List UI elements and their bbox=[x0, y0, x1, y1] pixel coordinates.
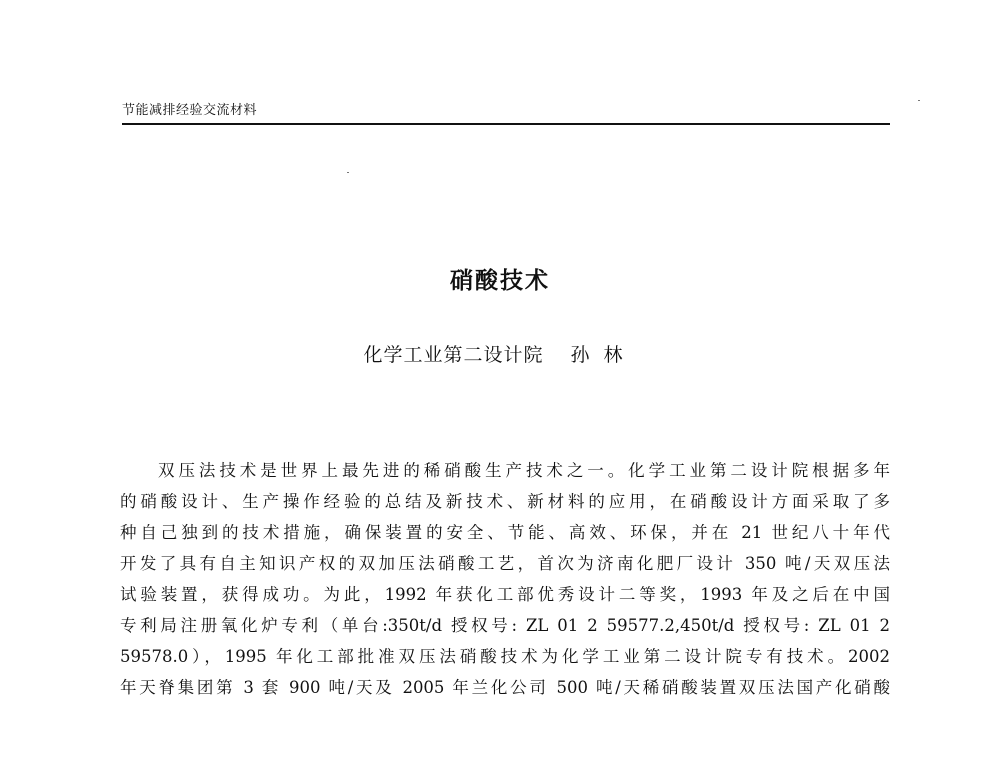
scan-speck bbox=[347, 172, 349, 173]
body-line: 年天脊集团第 3 套 900 吨/天及 2005 年兰化公司 500 吨/天稀硝酸装置双压法国产化硝酸 bbox=[120, 678, 890, 697]
article-title: 硝酸技术 bbox=[450, 267, 550, 294]
author-institution: 化学工业第二设计院 bbox=[363, 344, 544, 366]
body-paragraph bbox=[120, 455, 890, 703]
body-line: 的硝酸设计、生产操作经验的总结及新技术、新材料的应用，在硝酸设计方面采取了多 bbox=[120, 492, 890, 511]
author-name: 孙林 bbox=[570, 344, 637, 366]
body-line: 双压法技术是世界上最先进的稀硝酸生产技术之一。化学工业第二设计院根据多年 bbox=[158, 461, 890, 480]
body-line: 专利局注册氧化炉专利（单台:350t/d 授权号: ZL 01 2 59577.2,450t/d 授权号: ZL 01 2 bbox=[120, 616, 890, 635]
scan-speck bbox=[918, 100, 920, 101]
author-line bbox=[0, 340, 1000, 367]
body-line: 开发了具有自主知识产权的双加压法硝酸工艺，首次为济南化肥厂设计 350 吨/天双压法 bbox=[120, 554, 890, 573]
running-header-label: 节能减排经验交流材料 bbox=[122, 103, 258, 118]
running-header bbox=[122, 95, 890, 125]
body-line: 59578.0），1995 年化工部批准双压法硝酸技术为化学工业第二设计院专有技术。2002 bbox=[120, 647, 890, 666]
body-line: 试验装置，获得成功。为此，1992 年获化工部优秀设计二等奖，1993 年及之后在中国 bbox=[120, 585, 890, 604]
body-line: 种自己独到的技术措施，确保装置的安全、节能、高效、环保，并在 21 世纪八十年代 bbox=[120, 523, 890, 542]
